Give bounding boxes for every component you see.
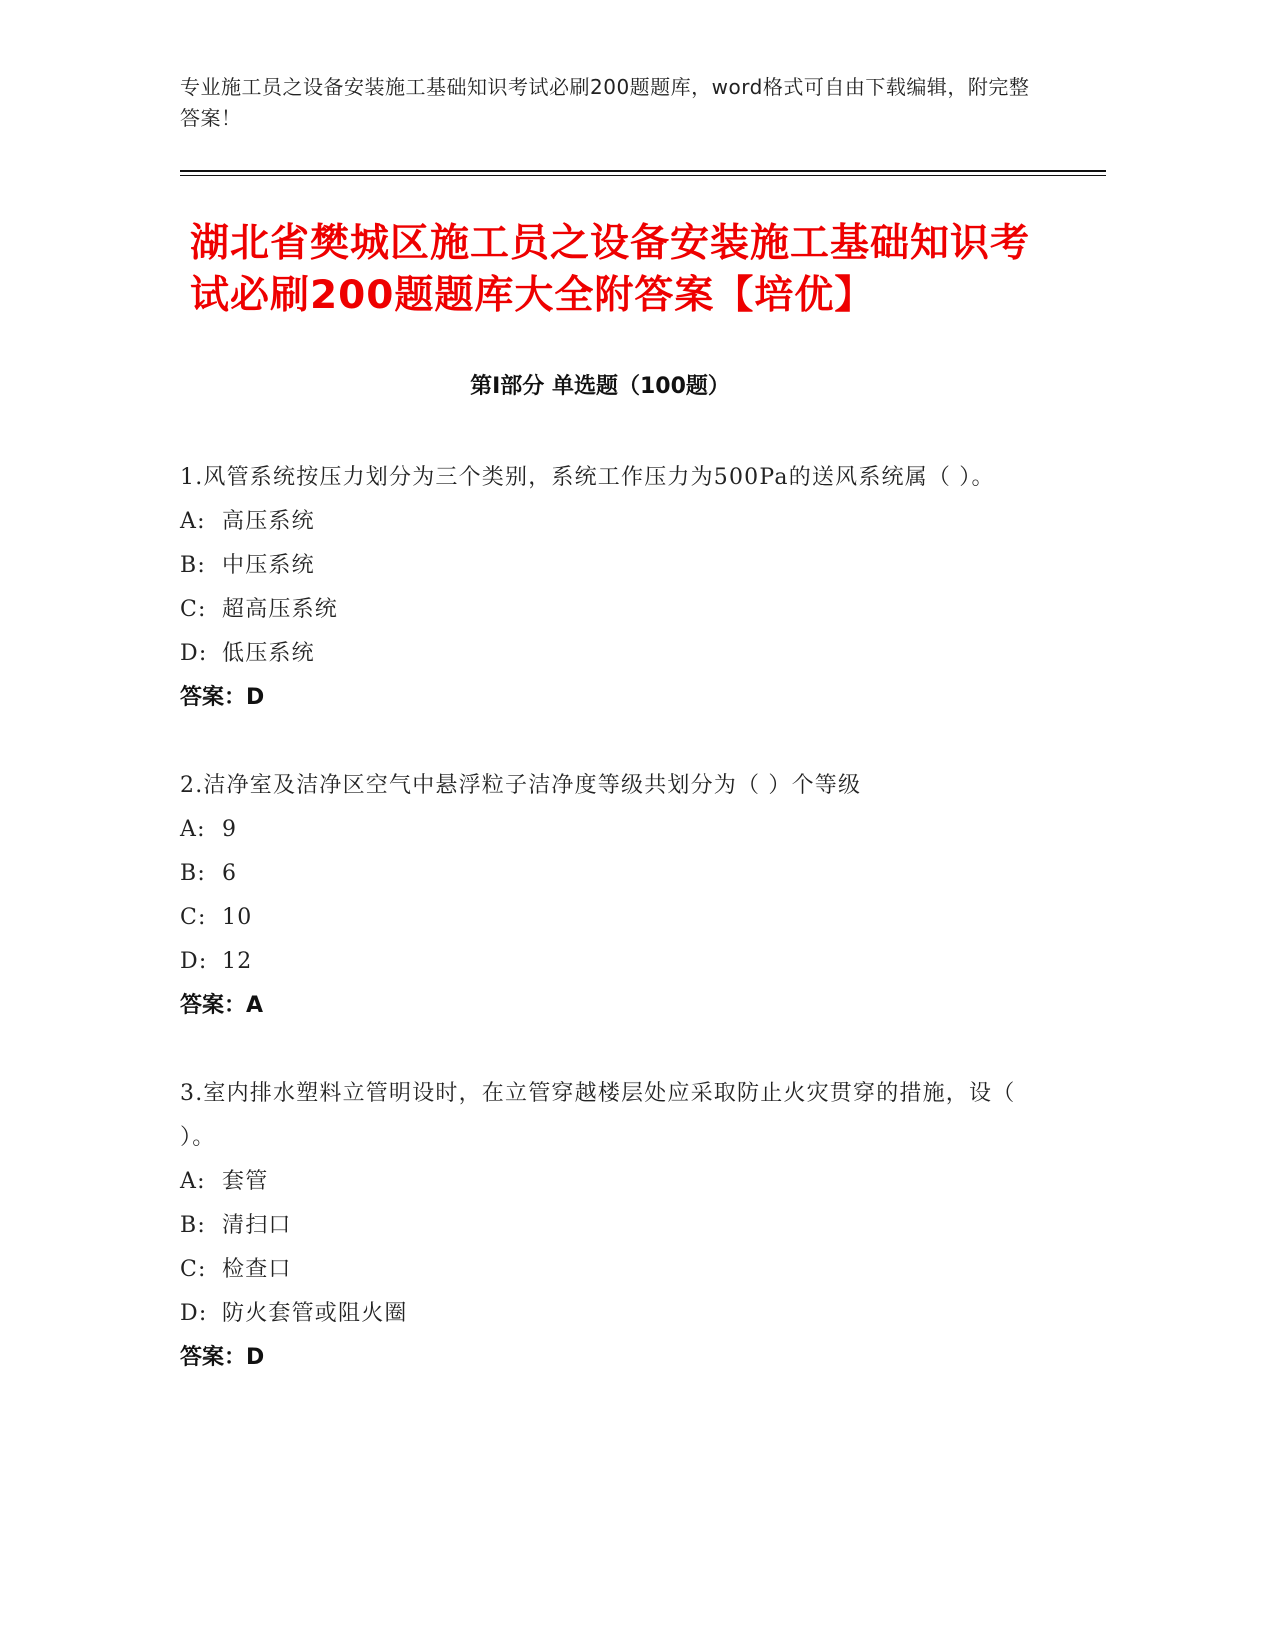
option-text: 低压系统: [222, 641, 315, 666]
section-heading: 第I部分 单选题（100题）: [470, 374, 730, 399]
option-d: [180, 632, 1030, 676]
option-key: B:: [180, 861, 206, 886]
option-text: 清扫口: [222, 1213, 292, 1238]
header-divider-thin: [180, 175, 1106, 176]
option-key: C:: [180, 905, 207, 930]
option-c: [180, 588, 1030, 632]
option-text: 9: [222, 817, 238, 842]
question-stem: 1.风管系统按压力划分为三个类别，系统工作压力为500Pa的送风系统属（ ）。: [180, 465, 995, 490]
question-3: [180, 1072, 1030, 1380]
option-text: 套管: [222, 1169, 269, 1194]
question-stem: 3.室内排水塑料立管明设时，在立管穿越楼层处应采取防止火灾贯穿的措施，设（ ）。: [180, 1081, 1016, 1150]
option-key: A:: [180, 1169, 206, 1194]
option-d: [180, 1292, 1030, 1336]
answer-line: 答案：D: [180, 685, 265, 710]
option-text: 10: [222, 905, 253, 930]
answer-line: 答案：D: [180, 1345, 265, 1370]
option-c: [180, 896, 1030, 940]
option-b: [180, 544, 1030, 588]
option-text: 高压系统: [222, 509, 315, 534]
option-key: B:: [180, 553, 206, 578]
option-key: D:: [180, 949, 208, 974]
answer-line: 答案：A: [180, 993, 264, 1018]
option-text: 超高压系统: [222, 597, 339, 622]
option-a: [180, 500, 1030, 544]
option-key: D:: [180, 1301, 208, 1326]
document-header-note: 专业施工员之设备安装施工基础知识考试必刷200题题库，word格式可自由下载编辑，附完整答案！: [180, 75, 1030, 130]
option-text: 中压系统: [222, 553, 315, 578]
header-divider-thick: [180, 170, 1106, 172]
question-stem: 2.洁净室及洁净区空气中悬浮粒子洁净度等级共划分为（ ）个等级: [180, 773, 862, 798]
option-b: [180, 852, 1030, 896]
option-key: B:: [180, 1213, 206, 1238]
option-key: C:: [180, 597, 207, 622]
question-2: [180, 764, 1030, 1028]
option-text: 检查口: [222, 1257, 292, 1282]
option-key: C:: [180, 1257, 207, 1282]
option-d: [180, 940, 1030, 984]
option-b: [180, 1204, 1030, 1248]
option-key: A:: [180, 509, 206, 534]
option-text: 6: [222, 861, 238, 886]
option-text: 防火套管或阻火圈: [222, 1301, 408, 1326]
option-text: 12: [222, 949, 253, 974]
question-1: [180, 456, 1030, 720]
option-key: D:: [180, 641, 208, 666]
document-title: 湖北省樊城区施工员之设备安装施工基础知识考试必刷200题题库大全附答案【培优】: [190, 221, 1031, 318]
option-key: A:: [180, 817, 206, 842]
option-a: [180, 1160, 1030, 1204]
option-a: [180, 808, 1030, 852]
option-c: [180, 1248, 1030, 1292]
question-list: [180, 456, 1030, 1424]
